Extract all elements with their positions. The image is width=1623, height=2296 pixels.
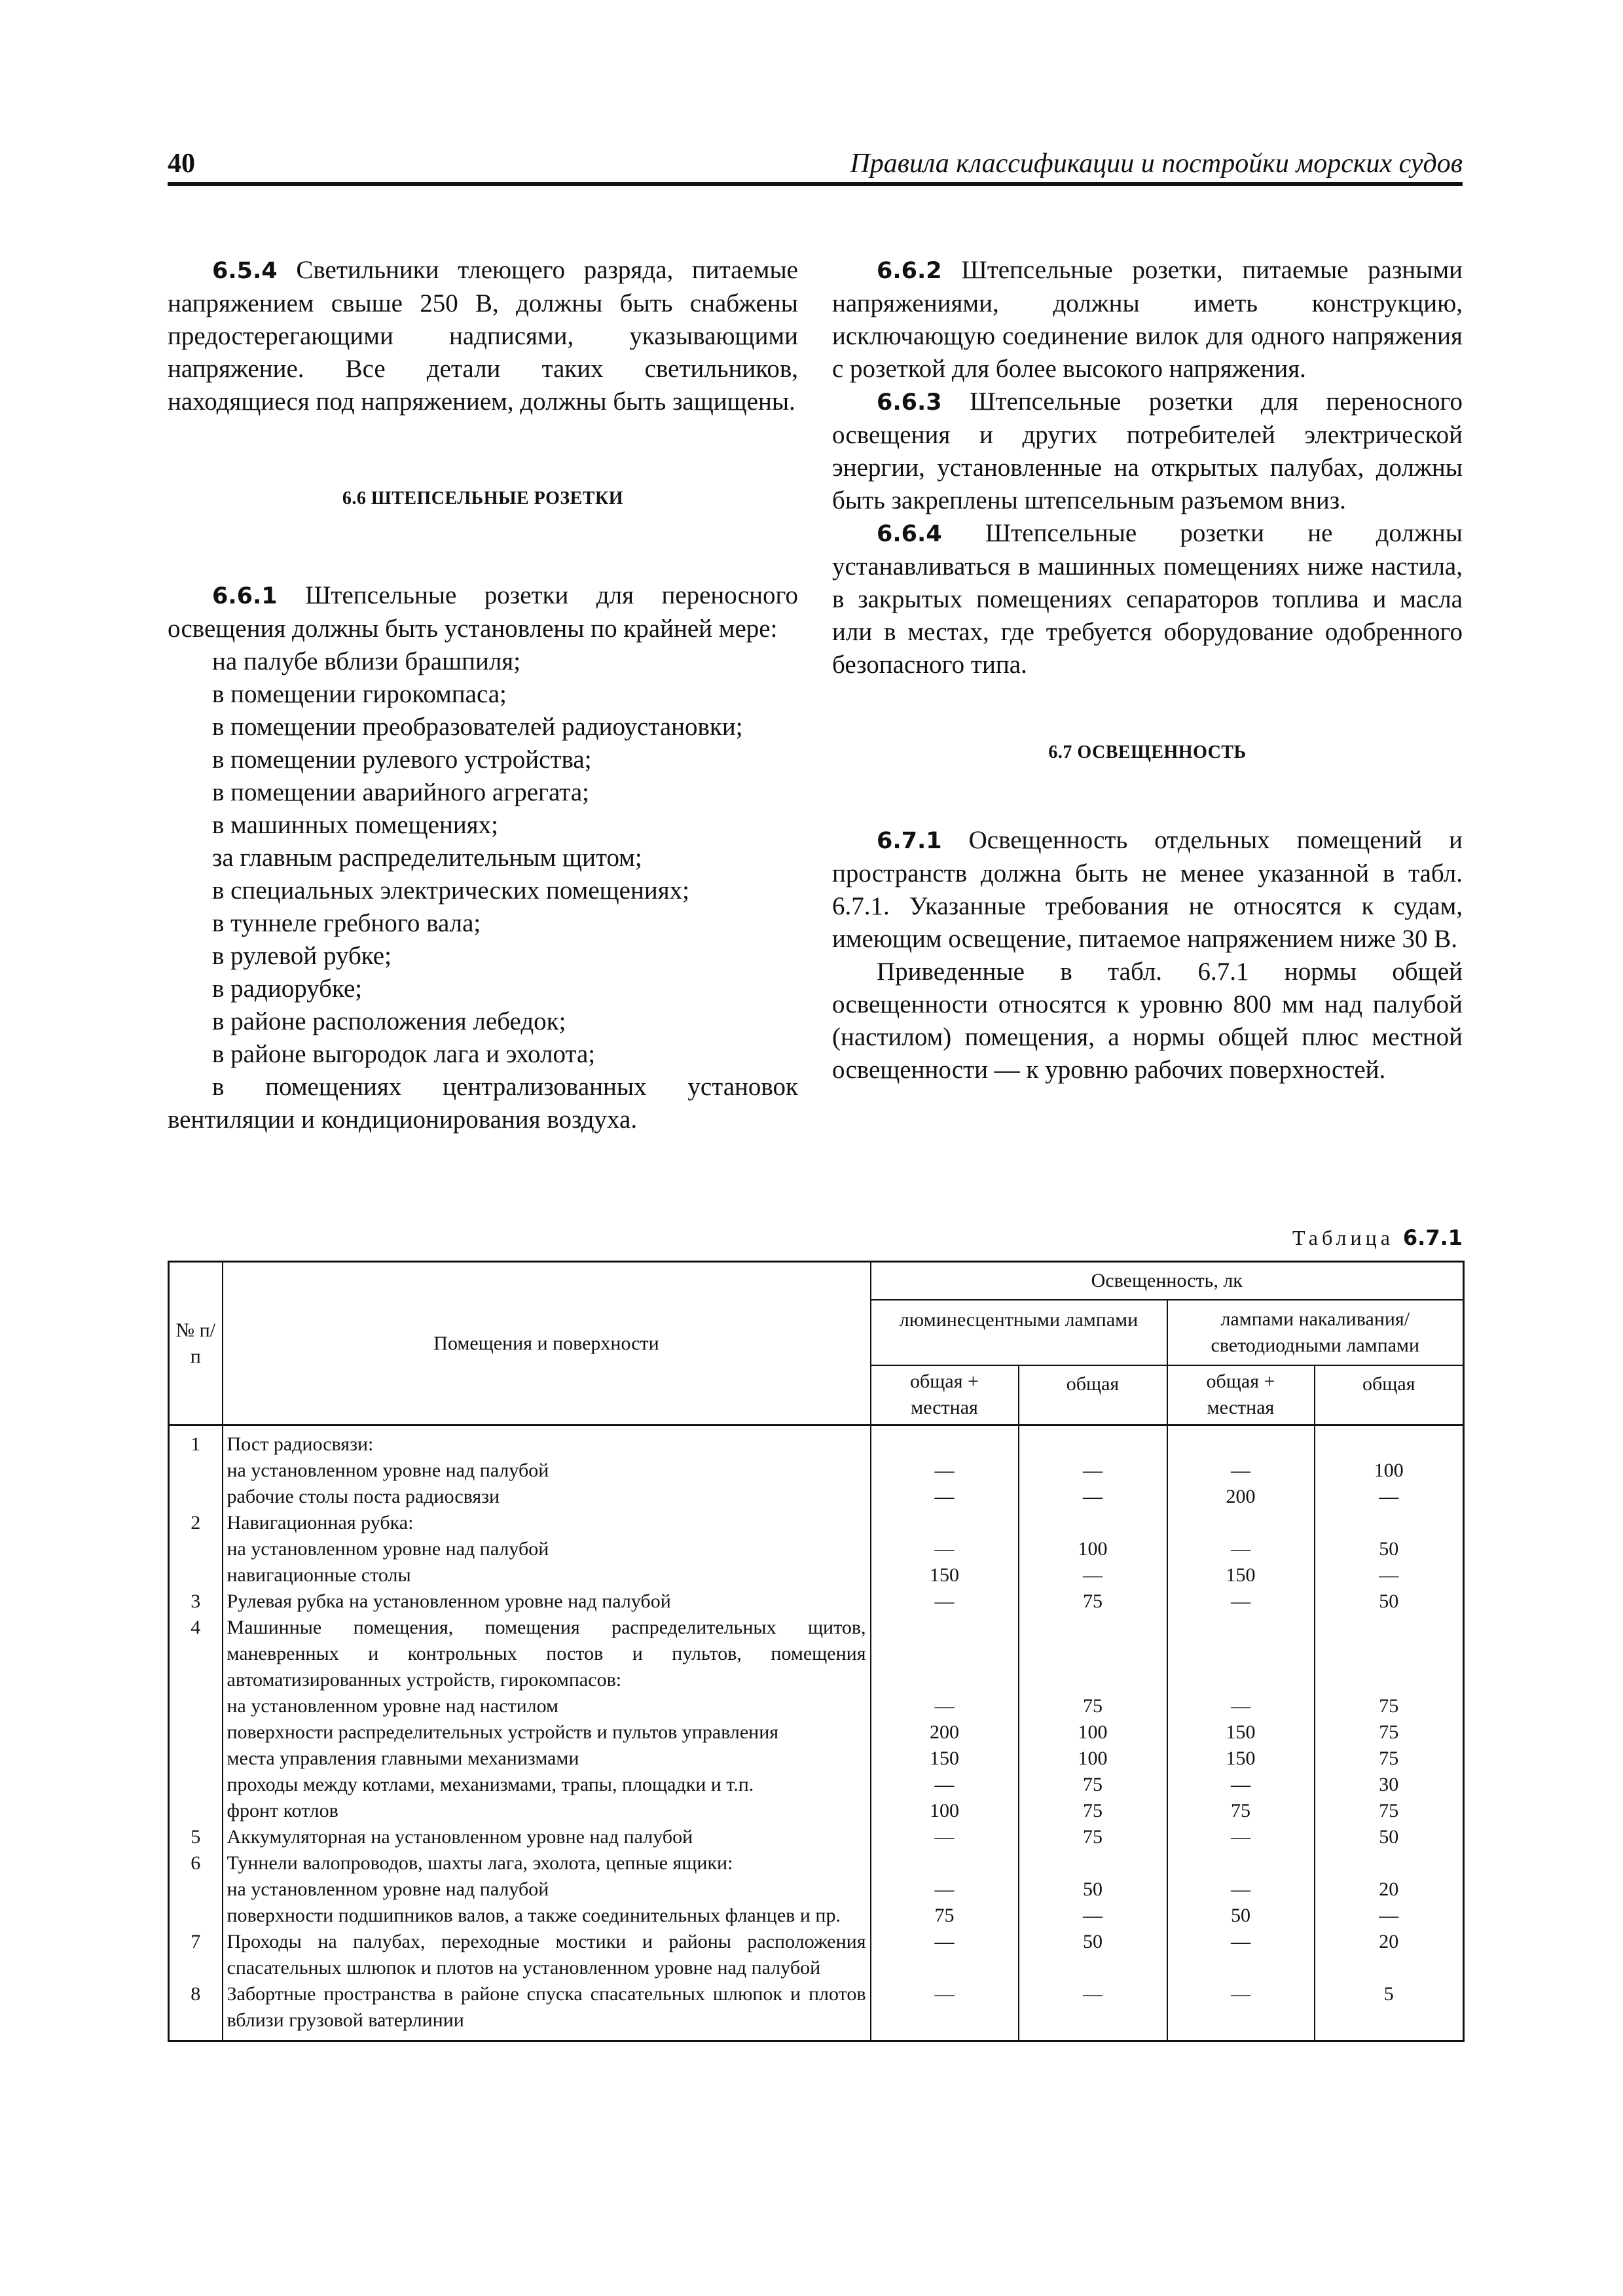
row-number	[169, 1484, 223, 1510]
list-item: в помещении преобразователей радиоустановки;	[212, 713, 743, 741]
list-item: в рулевой рубке;	[212, 942, 392, 970]
value-incand-general: 75	[1315, 1798, 1464, 1824]
table-row	[169, 1824, 1464, 1850]
row-text: Забортные пространства в районе спуска спасательных шлюпок и плотов вблизи грузовой ватерлинии	[223, 1981, 871, 2041]
paragraph-text: Светильники тлеющего разряда, питаемые напряжением свыше 250 В, должны быть снабжены предостерегающими надписями, указывающими напряжение. Все детали таких светильников, находящиеся под напряжением, должны быть защищены.	[168, 256, 798, 416]
value-incand-general-local: —	[1167, 1772, 1315, 1798]
table-row	[169, 1850, 1464, 1876]
value-incand-general: 75	[1315, 1746, 1464, 1772]
value-incand-general	[1315, 1426, 1464, 1458]
row-number: 7	[169, 1929, 223, 1981]
value-fluor-general	[1019, 1510, 1167, 1536]
value-incand-general	[1315, 1850, 1464, 1876]
value-fluor-general-local: —	[871, 1693, 1019, 1719]
value-incand-general-local	[1167, 1426, 1315, 1458]
value-fluor-general-local: —	[871, 1929, 1019, 1981]
value-fluor-general: 100	[1019, 1746, 1167, 1772]
header-illumination: Освещенность, лк	[871, 1262, 1464, 1300]
section-heading-6-7: 6.7 ОСВЕЩЕННОСТЬ	[1048, 742, 1247, 762]
value-fluor-general: 75	[1019, 1824, 1167, 1850]
table-row	[169, 1426, 1464, 1458]
header-general-local: общая + местная	[871, 1365, 1019, 1426]
list-item: в помещении рулевого устройства;	[212, 745, 592, 774]
table-row	[169, 1510, 1464, 1536]
value-incand-general-local: —	[1167, 1929, 1315, 1981]
value-fluor-general-local: 150	[871, 1746, 1019, 1772]
table-row	[169, 1772, 1464, 1798]
value-incand-general-local: —	[1167, 1876, 1315, 1903]
clause-number: 6.6.2	[877, 258, 942, 284]
row-text: Пост радиосвязи:	[223, 1426, 871, 1458]
clause-number: 6.6.1	[212, 583, 278, 609]
value-incand-general: —	[1315, 1484, 1464, 1510]
row-number	[169, 1562, 223, 1588]
paragraph-6-6-1	[168, 579, 798, 645]
row-text: поверхности подшипников валов, а также соединительных фланцев и пр.	[223, 1903, 871, 1929]
value-fluor-general-local: —	[871, 1772, 1019, 1798]
table-row	[169, 1981, 1464, 2041]
table-row	[169, 1458, 1464, 1484]
value-fluor-general-local: —	[871, 1981, 1019, 2041]
paragraph-6-7-1-norms: Приведенные в табл. 6.7.1 нормы общей освещенности относятся к уровню 800 мм над палубой (настилом) помещения, а нормы общей плюс местной освещенности — к уровню рабочих поверхностей.	[832, 958, 1463, 1084]
value-incand-general-local: —	[1167, 1536, 1315, 1562]
value-fluor-general: —	[1019, 1981, 1167, 2041]
row-number	[169, 1876, 223, 1903]
clause-number: 6.6.4	[877, 521, 942, 547]
row-text: на установленном уровне над настилом	[223, 1693, 871, 1719]
row-text: Туннели валопроводов, шахты лага, эхолота, цепные ящики:	[223, 1850, 871, 1876]
row-text: навигационные столы	[223, 1562, 871, 1588]
table-row	[169, 1693, 1464, 1719]
page-number: 40	[168, 149, 195, 179]
table-caption-word: Таблица	[1292, 1226, 1403, 1249]
row-number	[169, 1458, 223, 1484]
value-fluor-general-local: 150	[871, 1562, 1019, 1588]
value-incand-general-local	[1167, 1615, 1315, 1693]
table-caption	[1292, 1225, 1463, 1250]
row-text: фронт котлов	[223, 1798, 871, 1824]
table-caption-number: 6.7.1	[1402, 1225, 1463, 1250]
list-item: за главным распределительным щитом;	[212, 844, 642, 872]
value-fluor-general-local	[871, 1426, 1019, 1458]
table-row	[169, 1562, 1464, 1588]
table-row	[169, 1484, 1464, 1510]
table-row	[169, 1929, 1464, 1981]
row-number	[169, 1772, 223, 1798]
value-incand-general-local: —	[1167, 1693, 1315, 1719]
row-number: 6	[169, 1850, 223, 1876]
value-fluor-general-local: —	[871, 1458, 1019, 1484]
clause-number: 6.5.4	[212, 258, 278, 284]
list-item: в туннеле гребного вала;	[212, 909, 481, 937]
header-incandescent: лампами накаливания/ светодиодными лампами	[1167, 1300, 1464, 1365]
value-incand-general-local: 75	[1167, 1798, 1315, 1824]
row-number: 2	[169, 1510, 223, 1536]
table-row	[169, 1876, 1464, 1903]
paragraph-6-6-2	[832, 254, 1463, 386]
clause-number: 6.6.3	[877, 389, 942, 416]
table-row	[169, 1746, 1464, 1772]
row-number	[169, 1536, 223, 1562]
header-general: общая	[1315, 1365, 1464, 1426]
list-item: в машинных помещениях;	[212, 811, 498, 839]
row-number: 4	[169, 1615, 223, 1693]
list-item: в радиорубке;	[212, 975, 363, 1003]
paragraph-text: Штепсельные розетки для переносного освещения и других потребителей электрической энергии, установленные на открытых палубах, должны быть закреплены штепсельным разъемом вниз.	[832, 387, 1463, 514]
left-column	[168, 254, 798, 1136]
page-header	[168, 145, 1463, 186]
table-row	[169, 1588, 1464, 1615]
row-text: Рулевая рубка на установленном уровне над палубой	[223, 1588, 871, 1615]
value-incand-general: 50	[1315, 1824, 1464, 1850]
value-incand-general-local: 50	[1167, 1903, 1315, 1929]
row-text: проходы между котлами, механизмами, трапы, площадки и т.п.	[223, 1772, 871, 1798]
value-fluor-general-local: —	[871, 1876, 1019, 1903]
table-row	[169, 1903, 1464, 1929]
header-fluorescent: люминесцентными лампами	[871, 1300, 1167, 1365]
row-number	[169, 1693, 223, 1719]
value-incand-general-local: —	[1167, 1458, 1315, 1484]
row-text: Машинные помещения, помещения распределительных щитов, маневренных и контрольных постов и пультов, помещения автоматизированных устройств, гирокомпасов:	[223, 1615, 871, 1693]
value-incand-general-local: —	[1167, 1588, 1315, 1615]
value-fluor-general-local: —	[871, 1484, 1019, 1510]
header-number: № п/п	[169, 1262, 223, 1426]
paragraph-6-7-1	[832, 824, 1463, 956]
value-fluor-general-local: 200	[871, 1719, 1019, 1746]
row-text: на установленном уровне над палубой	[223, 1536, 871, 1562]
row-number: 3	[169, 1588, 223, 1615]
list-item: в специальных электрических помещениях;	[212, 876, 690, 905]
value-fluor-general: 50	[1019, 1876, 1167, 1903]
value-fluor-general: 100	[1019, 1719, 1167, 1746]
paragraph-6-6-4	[832, 517, 1463, 681]
table-row	[169, 1798, 1464, 1824]
value-fluor-general: 75	[1019, 1798, 1167, 1824]
value-fluor-general-local: —	[871, 1588, 1019, 1615]
value-fluor-general	[1019, 1850, 1167, 1876]
value-incand-general: 75	[1315, 1719, 1464, 1746]
value-fluor-general	[1019, 1426, 1167, 1458]
table-row	[169, 1536, 1464, 1562]
row-number: 5	[169, 1824, 223, 1850]
value-incand-general-local	[1167, 1510, 1315, 1536]
row-text: места управления главными механизмами	[223, 1746, 871, 1772]
value-fluor-general: —	[1019, 1562, 1167, 1588]
paragraph-text: Штепсельные розетки не должны устанавливаться в машинных помещениях ниже настила, в закрытых помещениях сепараторов топлива и масла или в местах, где требуется оборудование одобренного безопасного типа.	[832, 519, 1463, 679]
value-incand-general: —	[1315, 1562, 1464, 1588]
value-fluor-general: 50	[1019, 1929, 1167, 1981]
list-item: в помещении аварийного агрегата;	[212, 778, 589, 806]
row-text: поверхности распределительных устройств и пультов управления	[223, 1719, 871, 1746]
value-incand-general-local: 150	[1167, 1562, 1315, 1588]
row-number: 1	[169, 1426, 223, 1458]
illumination-table	[168, 1261, 1465, 2042]
clause-number: 6.7.1	[877, 828, 942, 854]
value-incand-general: —	[1315, 1903, 1464, 1929]
header-general: общая	[1019, 1365, 1167, 1426]
right-column	[832, 254, 1463, 1086]
row-text: Проходы на палубах, переходные мостики и районы расположения спасательных шлюпок и плотов на установленном уровне над палубой	[223, 1929, 871, 1981]
value-incand-general-local: 150	[1167, 1746, 1315, 1772]
value-incand-general: 5	[1315, 1981, 1464, 2041]
row-number: 8	[169, 1981, 223, 2041]
paragraph-text: Штепсельные розетки для переносного освещения должны быть установлены по крайней мере:	[168, 581, 798, 643]
value-fluor-general-local	[871, 1615, 1019, 1693]
section-heading-6-6: 6.6 ШТЕПСЕЛЬНЫЕ РОЗЕТКИ	[342, 488, 624, 509]
value-incand-general: 30	[1315, 1772, 1464, 1798]
value-fluor-general: —	[1019, 1458, 1167, 1484]
value-fluor-general-local	[871, 1510, 1019, 1536]
value-fluor-general-local: —	[871, 1824, 1019, 1850]
value-incand-general: 50	[1315, 1588, 1464, 1615]
header-general-local: общая + местная	[1167, 1365, 1315, 1426]
value-fluor-general-local: 100	[871, 1798, 1019, 1824]
paragraph-text: Штепсельные розетки, питаемые разными напряжениями, должны иметь конструкцию, исключающую соединение вилок для одного напряжения с розеткой для более высокого напряжения.	[832, 256, 1463, 383]
value-incand-general: 75	[1315, 1693, 1464, 1719]
list-item: в районе расположения лебедок;	[212, 1007, 566, 1035]
row-number	[169, 1719, 223, 1746]
paragraph-6-5-4	[168, 254, 798, 418]
value-fluor-general-local: 75	[871, 1903, 1019, 1929]
row-text: Навигационная рубка:	[223, 1510, 871, 1536]
value-fluor-general: 75	[1019, 1693, 1167, 1719]
value-incand-general-local	[1167, 1850, 1315, 1876]
value-fluor-general	[1019, 1615, 1167, 1693]
table-row	[169, 1719, 1464, 1746]
value-fluor-general-local: —	[871, 1536, 1019, 1562]
value-incand-general	[1315, 1510, 1464, 1536]
value-incand-general-local: 150	[1167, 1719, 1315, 1746]
row-number	[169, 1903, 223, 1929]
value-fluor-general: 100	[1019, 1536, 1167, 1562]
value-incand-general-local: —	[1167, 1824, 1315, 1850]
value-fluor-general-local	[871, 1850, 1019, 1876]
list-item: в помещении гирокомпаса;	[212, 680, 507, 708]
running-title: Правила классификации и постройки морских судов	[850, 149, 1463, 179]
value-incand-general-local: 200	[1167, 1484, 1315, 1510]
table-row	[169, 1615, 1464, 1693]
row-text: Аккумуляторная на установленном уровне над палубой	[223, 1824, 871, 1850]
paragraph-text: Освещенность отдельных помещений и пространств должна быть не менее указанной в табл. 6.7.1. Указанные требования не относятся к судам, имеющим освещение, питаемое напряжением ниже 30 В.	[832, 826, 1463, 953]
header-rooms: Помещения и поверхности	[223, 1262, 871, 1426]
value-fluor-general: —	[1019, 1903, 1167, 1929]
row-number	[169, 1746, 223, 1772]
value-incand-general: 20	[1315, 1876, 1464, 1903]
value-incand-general: 100	[1315, 1458, 1464, 1484]
value-incand-general	[1315, 1615, 1464, 1693]
value-incand-general: 20	[1315, 1929, 1464, 1981]
row-text: на установленном уровне над палубой	[223, 1876, 871, 1903]
list-item: в районе выгородок лага и эхолота;	[212, 1040, 596, 1068]
row-text: на установленном уровне над палубой	[223, 1458, 871, 1484]
value-incand-general: 50	[1315, 1536, 1464, 1562]
paragraph-6-6-3	[832, 386, 1463, 517]
value-fluor-general: 75	[1019, 1772, 1167, 1798]
list-item: на палубе вблизи брашпиля;	[212, 647, 521, 675]
row-number	[169, 1798, 223, 1824]
row-text: рабочие столы поста радиосвязи	[223, 1484, 871, 1510]
value-fluor-general: 75	[1019, 1588, 1167, 1615]
value-fluor-general: —	[1019, 1484, 1167, 1510]
list-item-last: в помещениях централизованных установок вентиляции и кондиционирования воздуха.	[168, 1073, 798, 1134]
value-incand-general-local: —	[1167, 1981, 1315, 2041]
